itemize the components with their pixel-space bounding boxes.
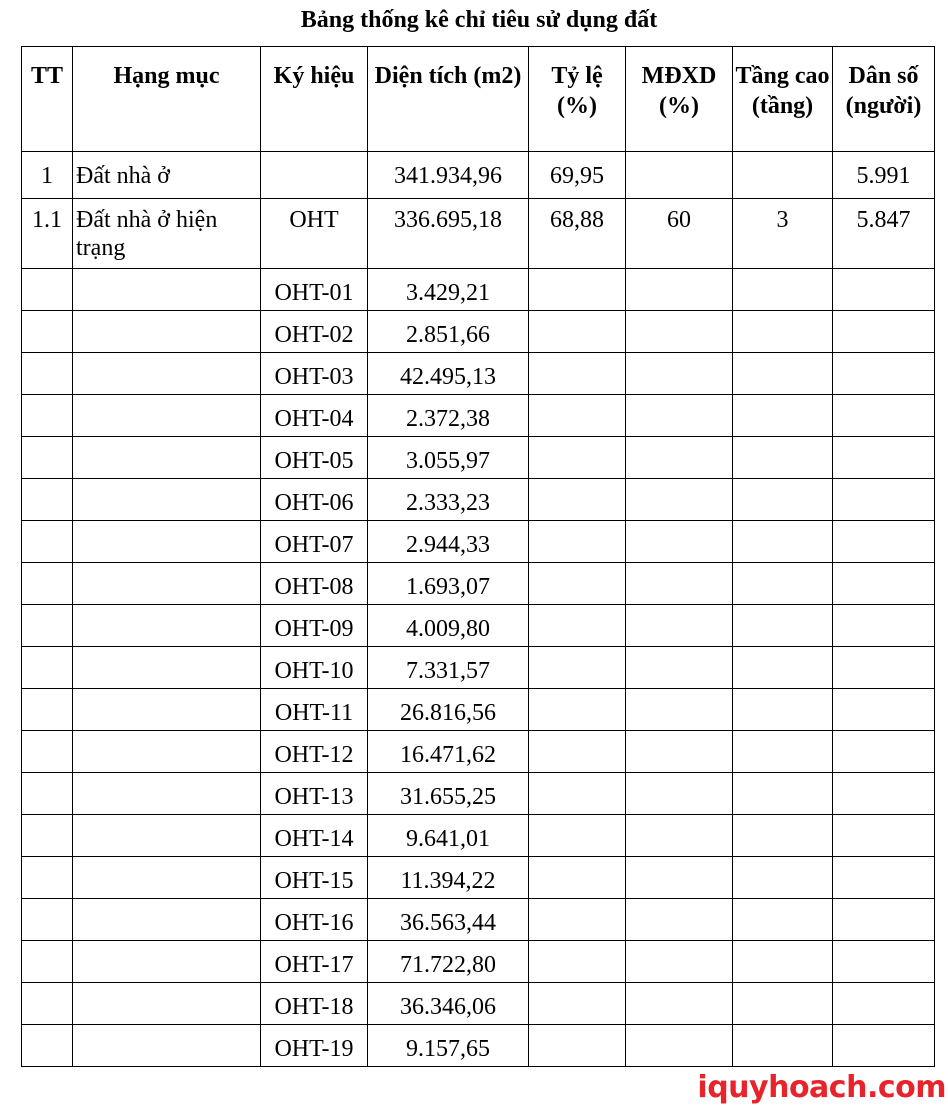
header-ky-hieu: Ký hiệu xyxy=(261,47,368,152)
cell-dien-tich: 36.346,06 xyxy=(368,983,529,1025)
cell-hang-muc xyxy=(73,521,261,563)
cell-dan-so xyxy=(833,899,935,941)
cell-ky-hieu: OHT-13 xyxy=(261,773,368,815)
cell-dan-so xyxy=(833,563,935,605)
cell-tang-cao xyxy=(733,689,833,731)
cell-tt xyxy=(22,605,73,647)
cell-ty-le xyxy=(529,899,626,941)
cell-dien-tich: 11.394,22 xyxy=(368,857,529,899)
cell-dan-so xyxy=(833,437,935,479)
cell-dien-tich: 2.333,23 xyxy=(368,479,529,521)
cell-ty-le xyxy=(529,395,626,437)
cell-tang-cao xyxy=(733,941,833,983)
cell-ky-hieu: OHT-14 xyxy=(261,815,368,857)
table-row xyxy=(22,437,935,479)
cell-tang-cao xyxy=(733,152,833,199)
cell-tang-cao xyxy=(733,353,833,395)
cell-ky-hieu: OHT-07 xyxy=(261,521,368,563)
cell-dan-so xyxy=(833,269,935,311)
table-row xyxy=(22,647,935,689)
table-row xyxy=(22,479,935,521)
cell-dien-tich: 9.641,01 xyxy=(368,815,529,857)
cell-ky-hieu: OHT-17 xyxy=(261,941,368,983)
cell-tang-cao xyxy=(733,563,833,605)
table-row xyxy=(22,1025,935,1067)
cell-dien-tich: 26.816,56 xyxy=(368,689,529,731)
cell-mdxd xyxy=(626,563,733,605)
table-row xyxy=(22,731,935,773)
cell-mdxd xyxy=(626,941,733,983)
cell-mdxd xyxy=(626,605,733,647)
cell-dan-so xyxy=(833,1025,935,1067)
cell-mdxd xyxy=(626,437,733,479)
cell-mdxd xyxy=(626,773,733,815)
cell-ky-hieu: OHT-01 xyxy=(261,269,368,311)
cell-tang-cao xyxy=(733,479,833,521)
cell-dan-so xyxy=(833,479,935,521)
cell-ty-le xyxy=(529,605,626,647)
cell-mdxd: 60 xyxy=(626,199,733,269)
cell-ty-le xyxy=(529,269,626,311)
header-mdxd: MĐXD (%) xyxy=(626,47,733,152)
cell-ky-hieu: OHT xyxy=(261,199,368,269)
cell-ky-hieu: OHT-18 xyxy=(261,983,368,1025)
cell-hang-muc xyxy=(73,647,261,689)
cell-hang-muc xyxy=(73,731,261,773)
table-row xyxy=(22,152,935,199)
cell-hang-muc xyxy=(73,941,261,983)
cell-dien-tich: 2.851,66 xyxy=(368,311,529,353)
cell-mdxd xyxy=(626,1025,733,1067)
cell-dan-so xyxy=(833,941,935,983)
cell-mdxd xyxy=(626,689,733,731)
cell-dien-tich: 42.495,13 xyxy=(368,353,529,395)
cell-dien-tich: 31.655,25 xyxy=(368,773,529,815)
cell-dan-so: 5.991 xyxy=(833,152,935,199)
cell-tt xyxy=(22,479,73,521)
cell-mdxd xyxy=(626,269,733,311)
cell-ty-le xyxy=(529,521,626,563)
cell-ty-le xyxy=(529,815,626,857)
header-tt: TT xyxy=(22,47,73,152)
cell-ty-le xyxy=(529,1025,626,1067)
cell-tang-cao xyxy=(733,437,833,479)
header-dan-so: Dân số (người) xyxy=(833,47,935,152)
cell-ky-hieu: OHT-12 xyxy=(261,731,368,773)
header-ty-le: Tỷ lệ (%) xyxy=(529,47,626,152)
cell-mdxd xyxy=(626,353,733,395)
cell-mdxd xyxy=(626,899,733,941)
cell-ty-le xyxy=(529,647,626,689)
cell-tt xyxy=(22,311,73,353)
table-row xyxy=(22,815,935,857)
cell-dan-so xyxy=(833,857,935,899)
cell-ty-le xyxy=(529,983,626,1025)
cell-tang-cao xyxy=(733,731,833,773)
cell-ty-le xyxy=(529,731,626,773)
cell-dien-tich: 3.055,97 xyxy=(368,437,529,479)
cell-dien-tich: 71.722,80 xyxy=(368,941,529,983)
cell-hang-muc xyxy=(73,311,261,353)
table-title: Bảng thống kê chỉ tiêu sử dụng đất xyxy=(300,7,658,33)
cell-hang-muc xyxy=(73,773,261,815)
cell-dien-tich: 36.563,44 xyxy=(368,899,529,941)
cell-hang-muc xyxy=(73,815,261,857)
watermark: iquyhoach.com xyxy=(697,1070,946,1105)
cell-tang-cao xyxy=(733,521,833,563)
table-row xyxy=(22,689,935,731)
cell-mdxd xyxy=(626,479,733,521)
header-hang-muc: Hạng mục xyxy=(73,47,261,152)
cell-mdxd xyxy=(626,857,733,899)
cell-hang-muc xyxy=(73,857,261,899)
cell-dien-tich: 4.009,80 xyxy=(368,605,529,647)
cell-ky-hieu: OHT-19 xyxy=(261,1025,368,1067)
cell-hang-muc xyxy=(73,563,261,605)
cell-dan-so xyxy=(833,731,935,773)
cell-hang-muc: Đất nhà ở hiện trạng xyxy=(73,199,261,269)
cell-tt xyxy=(22,521,73,563)
cell-hang-muc xyxy=(73,1025,261,1067)
cell-mdxd xyxy=(626,815,733,857)
cell-mdxd xyxy=(626,731,733,773)
header-row xyxy=(22,47,935,152)
cell-dien-tich: 16.471,62 xyxy=(368,731,529,773)
cell-tt xyxy=(22,983,73,1025)
cell-ky-hieu: OHT-15 xyxy=(261,857,368,899)
table-row xyxy=(22,899,935,941)
cell-tt xyxy=(22,395,73,437)
cell-tang-cao xyxy=(733,983,833,1025)
cell-ky-hieu: OHT-03 xyxy=(261,353,368,395)
cell-hang-muc xyxy=(73,269,261,311)
cell-hang-muc: Đất nhà ở xyxy=(73,152,261,199)
cell-tt xyxy=(22,269,73,311)
cell-dien-tich: 341.934,96 xyxy=(368,152,529,199)
table-row xyxy=(22,605,935,647)
cell-ky-hieu xyxy=(261,152,368,199)
cell-dien-tich: 1.693,07 xyxy=(368,563,529,605)
cell-ty-le xyxy=(529,689,626,731)
cell-hang-muc xyxy=(73,983,261,1025)
cell-tang-cao xyxy=(733,647,833,689)
table-row xyxy=(22,395,935,437)
cell-tt xyxy=(22,647,73,689)
cell-ky-hieu: OHT-09 xyxy=(261,605,368,647)
cell-dan-so xyxy=(833,983,935,1025)
cell-dan-so xyxy=(833,521,935,563)
cell-hang-muc xyxy=(73,353,261,395)
cell-hang-muc xyxy=(73,899,261,941)
cell-ky-hieu: OHT-05 xyxy=(261,437,368,479)
cell-tt xyxy=(22,899,73,941)
cell-ky-hieu: OHT-08 xyxy=(261,563,368,605)
cell-tang-cao xyxy=(733,773,833,815)
cell-tt xyxy=(22,437,73,479)
cell-tt xyxy=(22,1025,73,1067)
cell-dan-so: 5.847 xyxy=(833,199,935,269)
cell-dien-tich: 9.157,65 xyxy=(368,1025,529,1067)
table-row xyxy=(22,563,935,605)
cell-tang-cao xyxy=(733,269,833,311)
cell-dan-so xyxy=(833,815,935,857)
cell-dan-so xyxy=(833,773,935,815)
table-row xyxy=(22,983,935,1025)
cell-hang-muc xyxy=(73,437,261,479)
cell-dan-so xyxy=(833,689,935,731)
header-dien-tich: Diện tích (m2) xyxy=(368,47,529,152)
table-row xyxy=(22,773,935,815)
table-row xyxy=(22,857,935,899)
cell-tang-cao xyxy=(733,815,833,857)
cell-hang-muc xyxy=(73,689,261,731)
cell-mdxd xyxy=(626,521,733,563)
cell-dien-tich: 2.372,38 xyxy=(368,395,529,437)
cell-hang-muc xyxy=(73,479,261,521)
cell-dan-so xyxy=(833,647,935,689)
cell-ty-le xyxy=(529,773,626,815)
cell-mdxd xyxy=(626,647,733,689)
cell-ty-le xyxy=(529,353,626,395)
cell-ty-le: 68,88 xyxy=(529,199,626,269)
cell-dan-so xyxy=(833,353,935,395)
cell-mdxd xyxy=(626,311,733,353)
cell-ty-le xyxy=(529,857,626,899)
table-row xyxy=(22,199,935,269)
cell-dien-tich: 336.695,18 xyxy=(368,199,529,269)
cell-ty-le xyxy=(529,437,626,479)
table-row xyxy=(22,311,935,353)
table-row xyxy=(22,521,935,563)
cell-tt xyxy=(22,731,73,773)
cell-ty-le xyxy=(529,479,626,521)
cell-tang-cao: 3 xyxy=(733,199,833,269)
cell-tt xyxy=(22,689,73,731)
cell-ty-le xyxy=(529,941,626,983)
cell-ky-hieu: OHT-16 xyxy=(261,899,368,941)
cell-ty-le xyxy=(529,563,626,605)
cell-tt: 1 xyxy=(22,152,73,199)
cell-ky-hieu: OHT-04 xyxy=(261,395,368,437)
cell-mdxd xyxy=(626,152,733,199)
cell-dan-so xyxy=(833,311,935,353)
cell-dien-tich: 7.331,57 xyxy=(368,647,529,689)
cell-tang-cao xyxy=(733,311,833,353)
cell-dien-tich: 2.944,33 xyxy=(368,521,529,563)
cell-tt xyxy=(22,941,73,983)
land-use-table xyxy=(21,46,935,1067)
cell-mdxd xyxy=(626,983,733,1025)
cell-hang-muc xyxy=(73,605,261,647)
table-row xyxy=(22,941,935,983)
cell-dan-so xyxy=(833,395,935,437)
cell-ky-hieu: OHT-11 xyxy=(261,689,368,731)
cell-tang-cao xyxy=(733,395,833,437)
cell-ty-le xyxy=(529,311,626,353)
cell-tt xyxy=(22,815,73,857)
cell-tang-cao xyxy=(733,899,833,941)
cell-tang-cao xyxy=(733,605,833,647)
table-row xyxy=(22,269,935,311)
cell-ky-hieu: OHT-06 xyxy=(261,479,368,521)
cell-ky-hieu: OHT-02 xyxy=(261,311,368,353)
cell-tang-cao xyxy=(733,1025,833,1067)
table-row xyxy=(22,353,935,395)
cell-ty-le: 69,95 xyxy=(529,152,626,199)
cell-dan-so xyxy=(833,605,935,647)
cell-tt xyxy=(22,773,73,815)
header-tang-cao: Tầng cao (tầng) xyxy=(733,47,833,152)
cell-tt xyxy=(22,563,73,605)
cell-tt: 1.1 xyxy=(22,199,73,269)
cell-tang-cao xyxy=(733,857,833,899)
cell-ky-hieu: OHT-10 xyxy=(261,647,368,689)
cell-mdxd xyxy=(626,395,733,437)
cell-tt xyxy=(22,353,73,395)
cell-dien-tich: 3.429,21 xyxy=(368,269,529,311)
cell-tt xyxy=(22,857,73,899)
cell-hang-muc xyxy=(73,395,261,437)
